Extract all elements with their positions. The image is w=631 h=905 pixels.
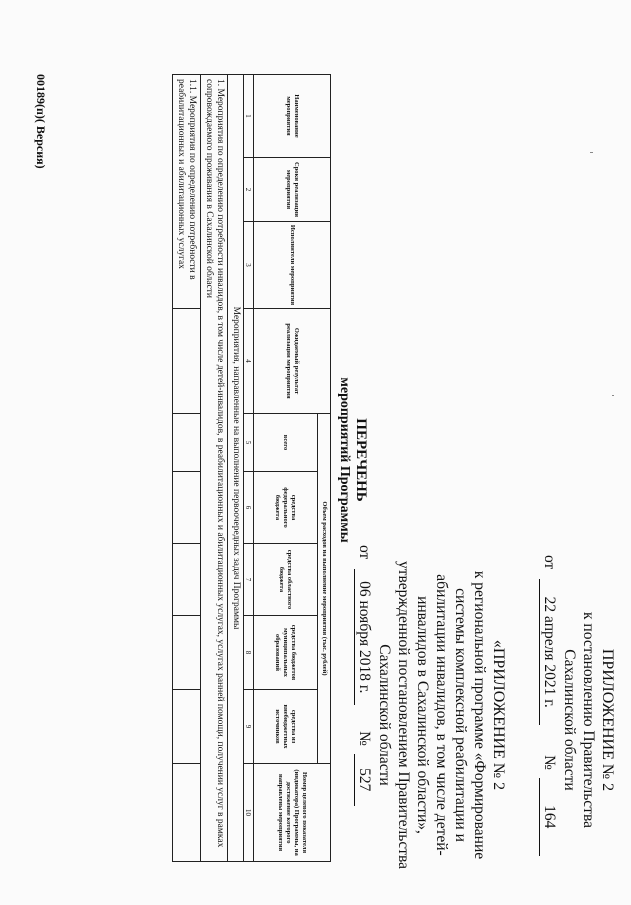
column-number: 7 [244,544,254,616]
row-measure-1: 1. Мероприятия по определению потребности инвалидов, в том числе детей-инвалидов, в реабилитационных и абилитационных услугах, услугах ранней помощи, получении услуг в рамках сопровождаемого проживания в Сахалинской области [201,75,228,862]
header-volume: Объем расходов на выполнение мероприятия (тыс. рублей) [318,414,331,764]
appendix-current-line1: к постановлению Правительства [580,612,597,828]
appendix-original-date: 06 ноября 2018 г. [354,569,374,705]
header-target: Номер целевого показателя (индикатора) Программы, на достижение которого направлены мероприятия [254,764,331,862]
appendix-original [354,545,508,885]
column-number: 6 [244,472,254,544]
measures-table [172,74,331,862]
table-row [173,75,201,862]
table-row [201,75,228,862]
appendix-current-date: 22 апреля 2021 г. [539,579,559,725]
empty-cell [173,616,201,690]
empty-cell [173,764,201,862]
appendix-original-line4: инвалидов в Сахалинской области», [414,596,431,834]
appendix-current-number: 164 [539,778,559,856]
header-federal: средства федерального бюджета [254,472,318,544]
appendix-current-title: ПРИЛОЖЕНИЕ № 2 [599,648,616,792]
appendix-original-line3: абилитации инвалидов, в том числе детей- [433,574,450,856]
list-title-sub: мероприятий Программы [337,377,352,543]
appendix-original-line5: утвержденной постановлением Правительства [395,561,412,869]
list-title-main: ПЕРЕЧЕНЬ [353,418,369,502]
appendix-current-line2: Сахалинской области [561,649,578,791]
number-prefix: № [356,731,373,746]
appendix-original-line1: к региональной программе «Формирование [471,570,488,860]
section-heading: Мероприятия, направленные на выполнение первоочередных задач Программы [228,75,244,862]
appendix-current [539,555,617,885]
header-extra: средства из внебюджетных источников [254,690,318,764]
date-prefix: от [541,555,558,570]
header-municipal: средства бюджетов муниципальных образований [254,616,318,690]
empty-cell [173,690,201,764]
column-number: 3 [244,222,254,309]
appendix-original-line2: системы комплексной реабилитации и [452,588,469,842]
date-prefix: от [356,545,373,560]
measures-table-wrap [172,74,331,862]
number-prefix: № [541,755,558,770]
header-terms: Сроки реализации мероприятия [254,158,331,222]
empty-cell [173,309,201,414]
column-number: 2 [244,158,254,222]
column-number: 10 [244,764,254,862]
empty-cell [173,414,201,472]
column-number: 1 [244,75,254,158]
column-number-row [244,75,254,862]
appendix-original-title: «ПРИЛОЖЕНИЕ № 2 [490,639,507,791]
column-number: 5 [244,414,254,472]
header-executors: Исполнители мероприятия [254,222,331,309]
appendix-current-date-line [539,555,559,885]
row-measure-1-1: 1.1. Мероприятия по определению потребности в реабилитационных и абилитационных услугах [173,75,201,309]
empty-cell [173,472,201,544]
header-result: Ожидаемый результат реализации мероприятия [254,309,331,414]
column-number: 4 [244,309,254,414]
header-regional: средства областного бюджета [254,544,318,616]
list-title [336,320,369,600]
column-number: 9 [244,690,254,764]
empty-cell [173,544,201,616]
section-heading-row [228,75,244,862]
appendix-original-line6: Сахалинской области [376,644,393,786]
document-code: 00189(п)( Версия) [34,74,48,169]
table-header-row [318,75,331,862]
appendix-original-number: 527 [354,754,374,806]
header-total: всего [254,414,318,472]
column-number: 8 [244,616,254,690]
header-name: Наименование мероприятия [254,75,331,158]
